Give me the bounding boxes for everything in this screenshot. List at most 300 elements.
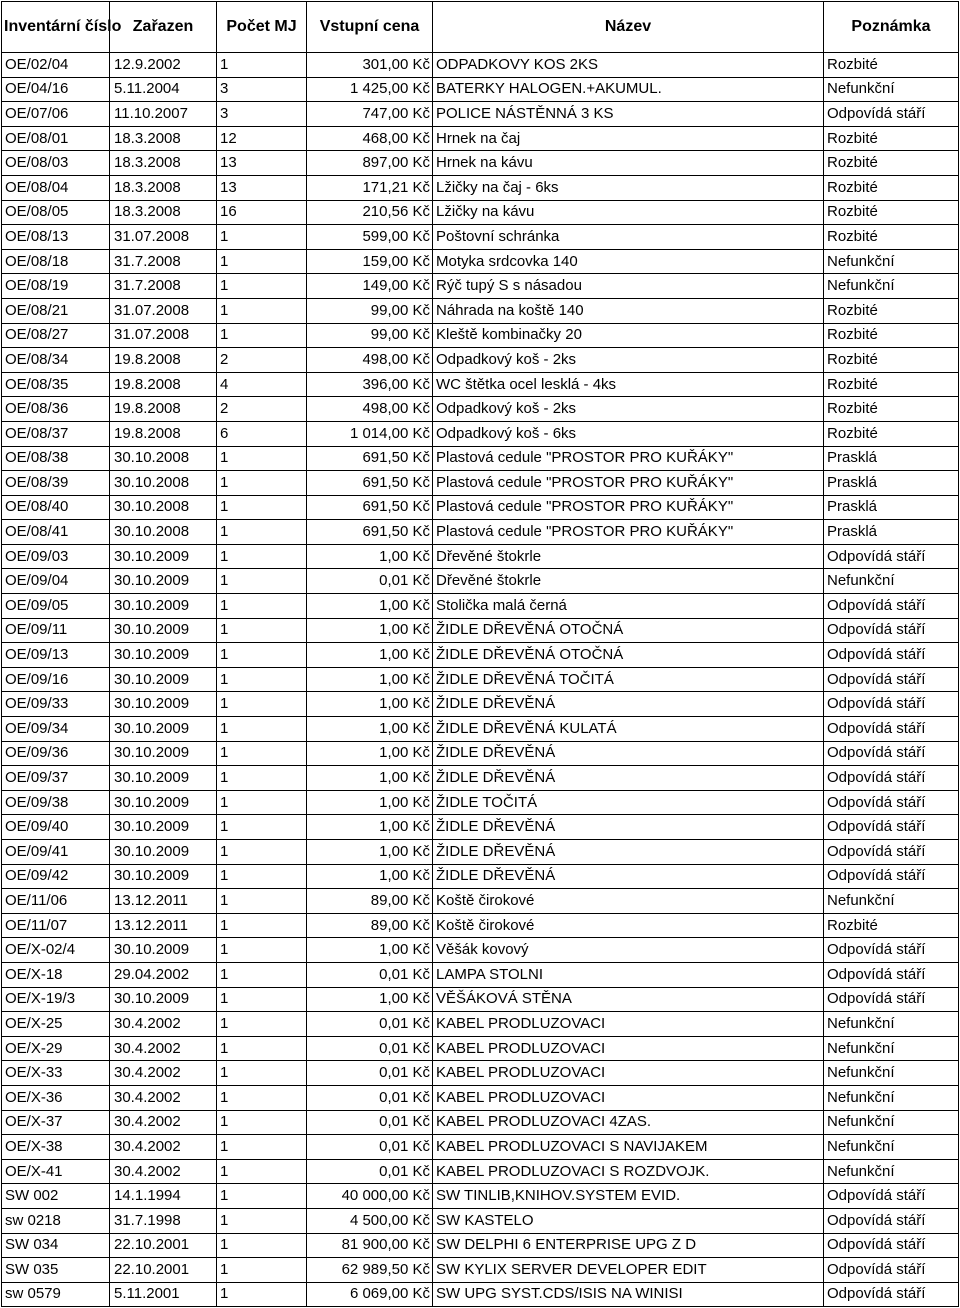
table-row (2, 790, 959, 815)
cell-item-name: Lžičky na čaj - 6ks (433, 175, 824, 200)
cell-date-added: 18.3.2008 (110, 200, 217, 225)
cell-quantity: 1 (217, 520, 307, 545)
cell-quantity: 1 (217, 1184, 307, 1209)
cell-quantity: 1 (217, 987, 307, 1012)
cell-inventory-number: SW 035 (2, 1258, 110, 1283)
cell-quantity: 1 (217, 323, 307, 348)
cell-quantity: 3 (217, 77, 307, 102)
table-row (2, 249, 959, 274)
cell-input-price: 691,50 Kč (307, 495, 433, 520)
cell-input-price: 1 425,00 Kč (307, 77, 433, 102)
cell-quantity: 1 (217, 1282, 307, 1307)
cell-quantity: 1 (217, 938, 307, 963)
cell-item-name: Dřevěné štokrle (433, 569, 824, 594)
cell-date-added: 30.10.2009 (110, 938, 217, 963)
cell-note: Rozbité (824, 175, 959, 200)
cell-note: Nefunkční (824, 1135, 959, 1160)
header-date-added: Zařazen (110, 2, 217, 53)
cell-date-added: 30.4.2002 (110, 1110, 217, 1135)
cell-inventory-number: OE/X-33 (2, 1061, 110, 1086)
cell-input-price: 747,00 Kč (307, 102, 433, 127)
cell-note: Odpovídá stáří (824, 1184, 959, 1209)
cell-inventory-number: OE/09/04 (2, 569, 110, 594)
table-row (2, 274, 959, 299)
cell-quantity: 13 (217, 175, 307, 200)
table-row (2, 913, 959, 938)
cell-quantity: 2 (217, 348, 307, 373)
cell-item-name: Věšák kovový (433, 938, 824, 963)
cell-quantity: 1 (217, 717, 307, 742)
cell-date-added: 30.10.2008 (110, 495, 217, 520)
table-row (2, 717, 959, 742)
table-row (2, 643, 959, 668)
cell-note: Odpovídá stáří (824, 938, 959, 963)
cell-item-name: ŽIDLE DŘEVĚNÁ (433, 741, 824, 766)
table-row (2, 1208, 959, 1233)
cell-date-added: 11.10.2007 (110, 102, 217, 127)
cell-note: Odpovídá stáří (824, 815, 959, 840)
cell-note: Odpovídá stáří (824, 741, 959, 766)
cell-inventory-number: OE/09/16 (2, 667, 110, 692)
cell-inventory-number: OE/08/13 (2, 225, 110, 250)
cell-quantity: 16 (217, 200, 307, 225)
cell-note: Prasklá (824, 471, 959, 496)
cell-note: Odpovídá stáří (824, 618, 959, 643)
cell-input-price: 1,00 Kč (307, 766, 433, 791)
cell-inventory-number: OE/X-19/3 (2, 987, 110, 1012)
cell-date-added: 30.10.2009 (110, 987, 217, 1012)
cell-date-added: 30.10.2009 (110, 544, 217, 569)
table-row (2, 348, 959, 373)
cell-input-price: 468,00 Kč (307, 126, 433, 151)
cell-input-price: 159,00 Kč (307, 249, 433, 274)
cell-input-price: 81 900,00 Kč (307, 1233, 433, 1258)
cell-item-name: ŽIDLE DŘEVĚNÁ OTOČNÁ (433, 643, 824, 668)
cell-date-added: 30.10.2008 (110, 471, 217, 496)
cell-input-price: 0,01 Kč (307, 569, 433, 594)
cell-item-name: Plastová cedule "PROSTOR PRO KUŘÁKY" (433, 471, 824, 496)
inventory-table (1, 1, 959, 1307)
cell-inventory-number: SW 002 (2, 1184, 110, 1209)
cell-input-price: 1,00 Kč (307, 643, 433, 668)
table-row (2, 520, 959, 545)
cell-input-price: 691,50 Kč (307, 471, 433, 496)
cell-quantity: 1 (217, 569, 307, 594)
cell-item-name: Hrnek na kávu (433, 151, 824, 176)
cell-inventory-number: OE/X-18 (2, 962, 110, 987)
table-row (2, 1184, 959, 1209)
table-row (2, 889, 959, 914)
cell-date-added: 30.4.2002 (110, 1036, 217, 1061)
cell-item-name: Odpadkový koš - 2ks (433, 397, 824, 422)
cell-item-name: Plastová cedule "PROSTOR PRO KUŘÁKY" (433, 495, 824, 520)
cell-input-price: 1,00 Kč (307, 594, 433, 619)
table-row (2, 938, 959, 963)
cell-input-price: 599,00 Kč (307, 225, 433, 250)
cell-inventory-number: OE/X-37 (2, 1110, 110, 1135)
cell-input-price: 1,00 Kč (307, 840, 433, 865)
cell-note: Prasklá (824, 446, 959, 471)
cell-date-added: 22.10.2001 (110, 1233, 217, 1258)
table-row (2, 569, 959, 594)
cell-item-name: ŽIDLE DŘEVĚNÁ OTOČNÁ (433, 618, 824, 643)
cell-input-price: 396,00 Kč (307, 372, 433, 397)
cell-note: Odpovídá stáří (824, 766, 959, 791)
cell-date-added: 14.1.1994 (110, 1184, 217, 1209)
cell-inventory-number: OE/02/04 (2, 53, 110, 78)
cell-date-added: 12.9.2002 (110, 53, 217, 78)
cell-date-added: 30.10.2009 (110, 741, 217, 766)
cell-note: Nefunkční (824, 1036, 959, 1061)
cell-item-name: Koště čirokové (433, 913, 824, 938)
header-row (2, 2, 959, 53)
cell-item-name: KABEL PRODLUZOVACI (433, 1061, 824, 1086)
cell-inventory-number: OE/09/13 (2, 643, 110, 668)
cell-item-name: ODPADKOVY KOS 2KS (433, 53, 824, 78)
table-row (2, 962, 959, 987)
cell-inventory-number: OE/09/34 (2, 717, 110, 742)
cell-inventory-number: OE/08/18 (2, 249, 110, 274)
cell-note: Odpovídá stáří (824, 667, 959, 692)
cell-quantity: 1 (217, 1110, 307, 1135)
cell-note: Nefunkční (824, 1110, 959, 1135)
cell-item-name: SW KYLIX SERVER DEVELOPER EDIT (433, 1258, 824, 1283)
table-row (2, 446, 959, 471)
cell-item-name: Náhrada na koště 140 (433, 298, 824, 323)
cell-input-price: 1,00 Kč (307, 938, 433, 963)
cell-inventory-number: OE/09/11 (2, 618, 110, 643)
cell-item-name: Lžičky na kávu (433, 200, 824, 225)
cell-input-price: 1,00 Kč (307, 544, 433, 569)
cell-item-name: ŽIDLE DŘEVĚNÁ (433, 692, 824, 717)
cell-inventory-number: SW 034 (2, 1233, 110, 1258)
cell-date-added: 18.3.2008 (110, 151, 217, 176)
cell-input-price: 691,50 Kč (307, 446, 433, 471)
cell-item-name: Plastová cedule "PROSTOR PRO KUŘÁKY" (433, 446, 824, 471)
cell-item-name: Kleště kombinačky 20 (433, 323, 824, 348)
cell-input-price: 210,56 Kč (307, 200, 433, 225)
cell-inventory-number: OE/09/42 (2, 864, 110, 889)
cell-note: Nefunkční (824, 1159, 959, 1184)
cell-note: Odpovídá stáří (824, 643, 959, 668)
cell-quantity: 1 (217, 471, 307, 496)
cell-date-added: 30.10.2008 (110, 446, 217, 471)
cell-inventory-number: OE/08/05 (2, 200, 110, 225)
cell-inventory-number: OE/08/38 (2, 446, 110, 471)
cell-quantity: 1 (217, 1036, 307, 1061)
cell-input-price: 0,01 Kč (307, 1135, 433, 1160)
cell-quantity: 1 (217, 1085, 307, 1110)
cell-date-added: 19.8.2008 (110, 348, 217, 373)
cell-item-name: LAMPA STOLNI (433, 962, 824, 987)
cell-note: Rozbité (824, 421, 959, 446)
table-row (2, 544, 959, 569)
cell-date-added: 30.4.2002 (110, 1012, 217, 1037)
cell-inventory-number: OE/08/21 (2, 298, 110, 323)
cell-date-added: 30.10.2009 (110, 790, 217, 815)
cell-item-name: ŽIDLE DŘEVĚNÁ (433, 815, 824, 840)
cell-quantity: 1 (217, 1061, 307, 1086)
cell-quantity: 1 (217, 815, 307, 840)
table-row (2, 495, 959, 520)
cell-quantity: 1 (217, 594, 307, 619)
table-header (2, 2, 959, 53)
cell-input-price: 1,00 Kč (307, 692, 433, 717)
table-row (2, 126, 959, 151)
cell-date-added: 30.10.2009 (110, 692, 217, 717)
cell-quantity: 1 (217, 864, 307, 889)
cell-input-price: 0,01 Kč (307, 1061, 433, 1086)
cell-quantity: 1 (217, 53, 307, 78)
cell-input-price: 149,00 Kč (307, 274, 433, 299)
cell-inventory-number: OE/08/36 (2, 397, 110, 422)
cell-quantity: 1 (217, 1258, 307, 1283)
cell-input-price: 99,00 Kč (307, 323, 433, 348)
cell-inventory-number: OE/X-25 (2, 1012, 110, 1037)
cell-quantity: 1 (217, 274, 307, 299)
cell-date-added: 18.3.2008 (110, 126, 217, 151)
cell-note: Odpovídá stáří (824, 692, 959, 717)
cell-quantity: 1 (217, 962, 307, 987)
cell-quantity: 1 (217, 766, 307, 791)
table-row (2, 840, 959, 865)
cell-date-added: 30.10.2009 (110, 864, 217, 889)
cell-input-price: 0,01 Kč (307, 1159, 433, 1184)
table-row (2, 1282, 959, 1307)
cell-note: Nefunkční (824, 274, 959, 299)
cell-input-price: 1,00 Kč (307, 717, 433, 742)
cell-note: Odpovídá stáří (824, 790, 959, 815)
cell-item-name: Stolička malá černá (433, 594, 824, 619)
cell-date-added: 31.07.2008 (110, 298, 217, 323)
table-row (2, 1159, 959, 1184)
cell-date-added: 31.07.2008 (110, 323, 217, 348)
cell-inventory-number: OE/11/07 (2, 913, 110, 938)
table-row (2, 618, 959, 643)
cell-date-added: 31.7.2008 (110, 274, 217, 299)
cell-quantity: 4 (217, 372, 307, 397)
cell-note: Odpovídá stáří (824, 840, 959, 865)
cell-note: Prasklá (824, 520, 959, 545)
cell-item-name: Odpadkový koš - 6ks (433, 421, 824, 446)
table-row (2, 298, 959, 323)
cell-quantity: 1 (217, 667, 307, 692)
cell-quantity: 13 (217, 151, 307, 176)
cell-date-added: 18.3.2008 (110, 175, 217, 200)
cell-item-name: Dřevěné štokrle (433, 544, 824, 569)
cell-item-name: WC štětka ocel lesklá - 4ks (433, 372, 824, 397)
cell-input-price: 301,00 Kč (307, 53, 433, 78)
cell-quantity: 1 (217, 840, 307, 865)
header-quantity: Počet MJ (217, 2, 307, 53)
cell-note: Nefunkční (824, 77, 959, 102)
cell-note: Rozbité (824, 348, 959, 373)
cell-date-added: 31.7.2008 (110, 249, 217, 274)
cell-date-added: 5.11.2004 (110, 77, 217, 102)
table-row (2, 692, 959, 717)
cell-note: Nefunkční (824, 889, 959, 914)
cell-input-price: 498,00 Kč (307, 348, 433, 373)
cell-input-price: 89,00 Kč (307, 913, 433, 938)
cell-date-added: 30.4.2002 (110, 1085, 217, 1110)
cell-quantity: 1 (217, 446, 307, 471)
cell-input-price: 62 989,50 Kč (307, 1258, 433, 1283)
cell-date-added: 30.10.2009 (110, 569, 217, 594)
cell-inventory-number: OE/X-36 (2, 1085, 110, 1110)
cell-input-price: 171,21 Kč (307, 175, 433, 200)
table-row (2, 987, 959, 1012)
cell-note: Odpovídá stáří (824, 987, 959, 1012)
cell-quantity: 1 (217, 741, 307, 766)
cell-note: Rozbité (824, 372, 959, 397)
table-body (2, 53, 959, 1307)
cell-quantity: 1 (217, 249, 307, 274)
cell-date-added: 30.10.2008 (110, 520, 217, 545)
table-row (2, 667, 959, 692)
cell-inventory-number: OE/08/27 (2, 323, 110, 348)
cell-note: Rozbité (824, 913, 959, 938)
cell-input-price: 1,00 Kč (307, 987, 433, 1012)
cell-date-added: 30.10.2009 (110, 717, 217, 742)
table-row (2, 397, 959, 422)
cell-input-price: 6 069,00 Kč (307, 1282, 433, 1307)
cell-note: Odpovídá stáří (824, 1282, 959, 1307)
table-row (2, 102, 959, 127)
cell-inventory-number: sw 0218 (2, 1208, 110, 1233)
cell-inventory-number: OE/08/01 (2, 126, 110, 151)
table-row (2, 225, 959, 250)
table-row (2, 471, 959, 496)
cell-input-price: 1,00 Kč (307, 741, 433, 766)
cell-date-added: 30.10.2009 (110, 840, 217, 865)
cell-item-name: Plastová cedule "PROSTOR PRO KUŘÁKY" (433, 520, 824, 545)
cell-inventory-number: OE/08/39 (2, 471, 110, 496)
cell-item-name: Odpadkový koš - 2ks (433, 348, 824, 373)
cell-date-added: 29.04.2002 (110, 962, 217, 987)
cell-quantity: 1 (217, 1208, 307, 1233)
table-row (2, 1135, 959, 1160)
cell-inventory-number: OE/08/37 (2, 421, 110, 446)
cell-note: Nefunkční (824, 1085, 959, 1110)
cell-note: Rozbité (824, 151, 959, 176)
cell-item-name: BATERKY HALOGEN.+AKUMUL. (433, 77, 824, 102)
cell-date-added: 30.10.2009 (110, 594, 217, 619)
table-row (2, 53, 959, 78)
cell-date-added: 30.4.2002 (110, 1159, 217, 1184)
cell-item-name: Hrnek na čaj (433, 126, 824, 151)
cell-input-price: 0,01 Kč (307, 962, 433, 987)
cell-date-added: 30.4.2002 (110, 1061, 217, 1086)
cell-date-added: 5.11.2001 (110, 1282, 217, 1307)
table-row (2, 864, 959, 889)
table-row (2, 1012, 959, 1037)
table-row (2, 741, 959, 766)
cell-note: Odpovídá stáří (824, 864, 959, 889)
table-row (2, 372, 959, 397)
cell-inventory-number: OE/09/41 (2, 840, 110, 865)
cell-quantity: 1 (217, 495, 307, 520)
cell-inventory-number: OE/08/40 (2, 495, 110, 520)
cell-item-name: ŽIDLE DŘEVĚNÁ TOČITÁ (433, 667, 824, 692)
cell-date-added: 30.10.2009 (110, 766, 217, 791)
cell-note: Odpovídá stáří (824, 594, 959, 619)
cell-date-added: 31.7.1998 (110, 1208, 217, 1233)
cell-item-name: SW TINLIB,KNIHOV.SYSTEM EVID. (433, 1184, 824, 1209)
cell-input-price: 40 000,00 Kč (307, 1184, 433, 1209)
cell-input-price: 0,01 Kč (307, 1110, 433, 1135)
cell-note: Rozbité (824, 323, 959, 348)
cell-input-price: 4 500,00 Kč (307, 1208, 433, 1233)
cell-note: Nefunkční (824, 569, 959, 594)
cell-note: Odpovídá stáří (824, 544, 959, 569)
cell-quantity: 1 (217, 790, 307, 815)
cell-input-price: 1,00 Kč (307, 790, 433, 815)
table-row (2, 77, 959, 102)
cell-note: Rozbité (824, 397, 959, 422)
cell-inventory-number: OE/X-02/4 (2, 938, 110, 963)
cell-quantity: 1 (217, 692, 307, 717)
cell-note: Rozbité (824, 53, 959, 78)
cell-inventory-number: OE/09/38 (2, 790, 110, 815)
cell-quantity: 1 (217, 889, 307, 914)
cell-date-added: 22.10.2001 (110, 1258, 217, 1283)
cell-note: Nefunkční (824, 1061, 959, 1086)
cell-note: Rozbité (824, 200, 959, 225)
table-row (2, 1085, 959, 1110)
cell-quantity: 1 (217, 1135, 307, 1160)
cell-inventory-number: OE/09/03 (2, 544, 110, 569)
cell-inventory-number: OE/09/40 (2, 815, 110, 840)
cell-input-price: 1,00 Kč (307, 667, 433, 692)
header-input-price: Vstupní cena (307, 2, 433, 53)
cell-inventory-number: OE/08/04 (2, 175, 110, 200)
cell-quantity: 1 (217, 618, 307, 643)
cell-inventory-number: OE/X-38 (2, 1135, 110, 1160)
cell-inventory-number: OE/09/36 (2, 741, 110, 766)
cell-item-name: ŽIDLE DŘEVĚNÁ KULATÁ (433, 717, 824, 742)
cell-input-price: 0,01 Kč (307, 1036, 433, 1061)
cell-item-name: ŽIDLE DŘEVĚNÁ (433, 864, 824, 889)
cell-date-added: 30.10.2009 (110, 643, 217, 668)
cell-note: Odpovídá stáří (824, 717, 959, 742)
cell-quantity: 1 (217, 1233, 307, 1258)
header-item-name: Název (433, 2, 824, 53)
cell-quantity: 1 (217, 298, 307, 323)
cell-quantity: 1 (217, 544, 307, 569)
cell-item-name: Motyka srdcovka 140 (433, 249, 824, 274)
cell-date-added: 30.10.2009 (110, 618, 217, 643)
cell-quantity: 6 (217, 421, 307, 446)
cell-inventory-number: OE/08/34 (2, 348, 110, 373)
cell-item-name: ŽIDLE DŘEVĚNÁ (433, 840, 824, 865)
cell-quantity: 1 (217, 913, 307, 938)
header-inventory-number: Inventární číslo (2, 2, 110, 53)
cell-item-name: ŽIDLE DŘEVĚNÁ (433, 766, 824, 791)
cell-quantity: 2 (217, 397, 307, 422)
cell-item-name: ŽIDLE TOČITÁ (433, 790, 824, 815)
cell-inventory-number: OE/X-29 (2, 1036, 110, 1061)
cell-date-added: 30.10.2009 (110, 667, 217, 692)
cell-item-name: SW KASTELO (433, 1208, 824, 1233)
cell-inventory-number: OE/X-41 (2, 1159, 110, 1184)
cell-item-name: SW UPG SYST.CDS/ISIS NA WINISI (433, 1282, 824, 1307)
cell-date-added: 30.10.2009 (110, 815, 217, 840)
cell-input-price: 1,00 Kč (307, 618, 433, 643)
cell-inventory-number: OE/09/33 (2, 692, 110, 717)
cell-note: Rozbité (824, 225, 959, 250)
cell-date-added: 19.8.2008 (110, 397, 217, 422)
cell-note: Odpovídá stáří (824, 1233, 959, 1258)
